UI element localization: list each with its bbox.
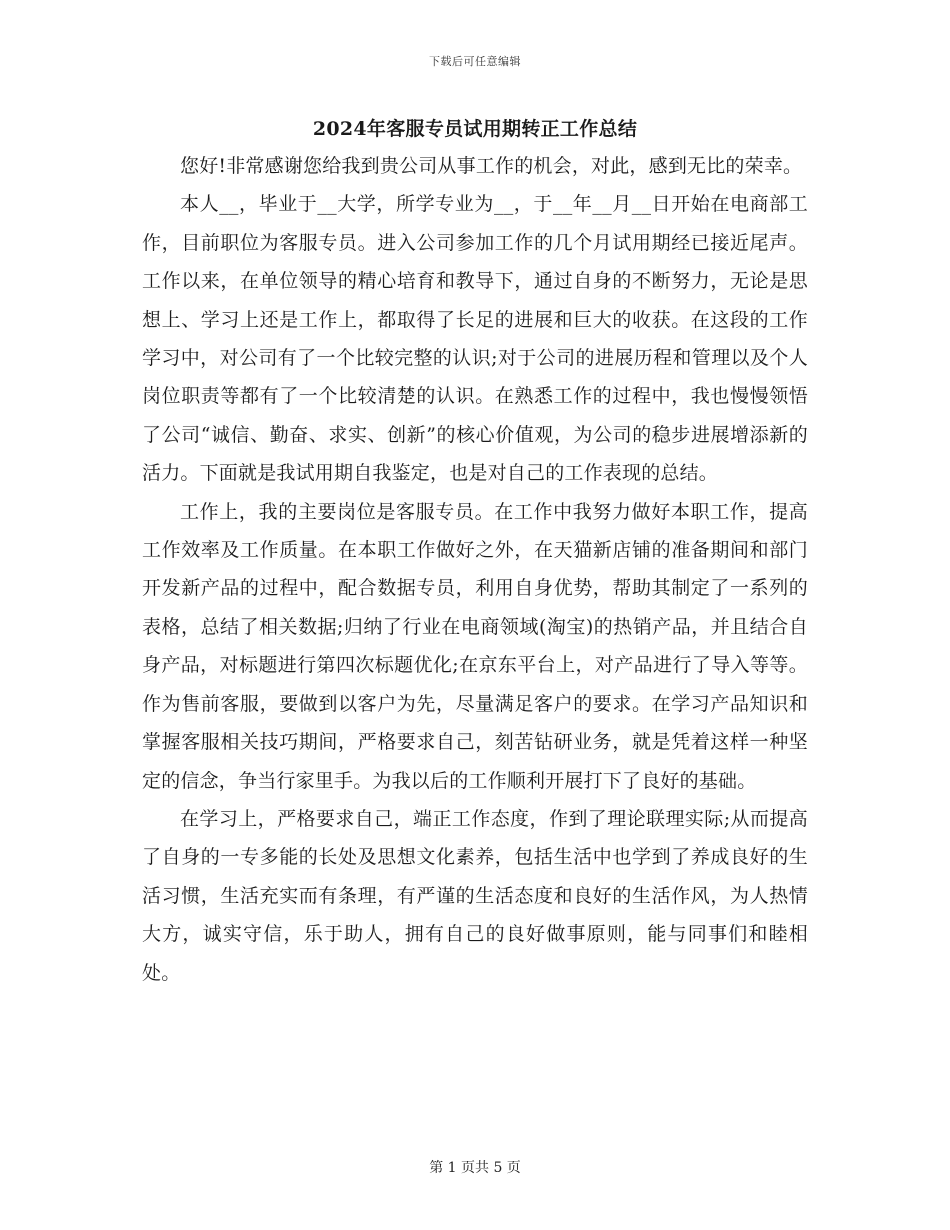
paragraph-work: 工作上，我的主要岗位是客服专员。在工作中我努力做好本职工作，提高工作效率及工作质量。在本职工作做好之外，在天猫新店铺的准备期间和部门开发新产品的过程中，配合数据专员，利用自身优势，帮助其制定了一系列的表格，总结了相关数据;归纳了行业在电商领域(淘宝)的热销产品，并且结合自身产品，对标题进行第四次标题优化;在京东平台上，对产品进行了导入等等。作为售前客服，要做到以客户为先，尽量满足客户的要求。在学习产品知识和掌握客服相关技巧期间，严格要求自己，刻苦钻研业务，就是凭着这样一种坚定的信念，争当行家里手。为我以后的工作顺利开展打下了良好的基础。	[142, 500, 808, 792]
page-header-note: 下载后可任意编辑	[429, 55, 521, 68]
paragraph-introduction: 本人__，毕业于__大学，所学专业为__，于__年__月__日开始在电商部工作，目前职位为客服专员。进入公司参加工作的几个月试用期经已接近尾声。工作以来，在单位领导的精心培育和教导下，通过自身的不断努力，无论是思想上、学习上还是工作上，都取得了长足的进展和巨大的收获。在这段的工作学习中，对公司有了一个比较完整的认识;对于公司的进展历程和管理以及个人岗位职责等都有了一个比较清楚的认识。在熟悉工作的过程中，我也慢慢领悟了公司“诚信、勤奋、求实、创新”的核心价值观，为公司的稳步进展增添新的活力。下面就是我试用期自我鉴定，也是对自己的工作表现的总结。	[142, 193, 808, 485]
page-number: 第 1 页共 5 页	[429, 1160, 521, 1176]
document-title: 2024年客服专员试用期转正工作总结	[312, 118, 638, 140]
paragraph-study: 在学习上，严格要求自己，端正工作态度，作到了理论联理实际;从而提高了自身的一专多能的长处及思想文化素养，包括生活中也学到了养成良好的生活习惯，生活充实而有条理，有严谨的生活态度和良好的生活作风，为人热情大方，诚实守信，乐于助人，拥有自己的良好做事原则，能与同事们和睦相处。	[142, 807, 808, 984]
paragraph-greeting: 您好!非常感谢您给我到贵公司从事工作的机会，对此，感到无比的荣幸。	[180, 155, 803, 177]
document-body	[142, 147, 808, 992]
